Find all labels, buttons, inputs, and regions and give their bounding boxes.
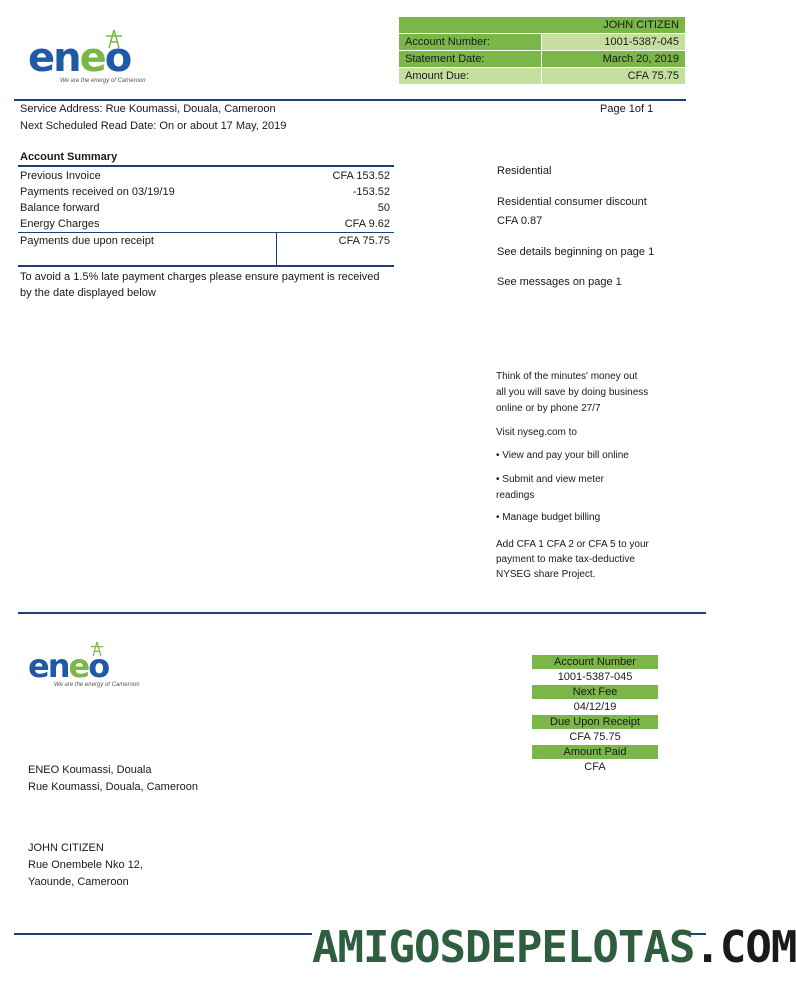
summary-row-value: 50 [377,202,390,214]
stub-account-label: Account Number [532,655,658,669]
watermark-main: AMIGOSDEPELOTAS [312,922,695,973]
promo-text: Add CFA 1 CFA 2 or CFA 5 to your [496,539,649,550]
account-header-table [398,16,686,85]
summary-row-value: CFA 153.52 [332,170,390,182]
promo-bullet: • View and pay your bill online [496,450,629,461]
logo-letter-e-green: e [68,647,89,685]
summary-row-value: CFA 9.62 [344,218,390,230]
summary-row [20,216,390,232]
stub-paid-value: CFA [584,761,606,773]
account-summary-title: Account Summary [20,151,118,163]
footer-divider [14,933,312,935]
summary-row-label: Balance forward [20,202,100,214]
company-address-line: Rue Koumassi, Douala, Cameroon [28,781,198,793]
promo-text: Think of the minutes' money out [496,371,638,382]
watermark-suffix: .COM [694,922,796,973]
stub-due-value: CFA 75.75 [569,731,621,743]
logo-letter-e: e [28,35,54,81]
logo-tagline: We are the energy of Cameroon [54,682,140,688]
account-summary [18,150,394,303]
side-info [497,163,697,290]
promo-block [496,369,706,582]
logo-letter-n: n [47,647,69,685]
promo-text: payment to make tax-deductive [496,554,635,565]
stub-fee-label: Next Fee [532,685,658,699]
account-number-value: 1001-5387-045 [542,34,686,51]
promo-visit: Visit nyseg.com to [496,427,577,438]
discount-label: Residential consumer discount [497,196,647,208]
summary-row [20,184,390,200]
customer-address-line: Yaounde, Cameroon [28,876,129,888]
watermark [312,920,796,976]
promo-bullet: • Manage budget billing [496,512,601,523]
logo-letter-o: o [104,35,131,81]
promo-text: online or by phone 27/7 [496,403,601,414]
promo-bullet: • Submit and view meter [496,474,604,485]
eneo-logo-top [28,28,158,88]
logo-letter-e-green: e [79,35,105,81]
logo-letter-e: e [28,647,48,685]
logo-letter-n: n [53,35,80,81]
stub-payment-box [532,655,658,775]
statement-date-label: Statement Date: [399,51,542,68]
page-number: Page 1of 1 [600,103,654,115]
account-number-label: Account Number: [399,34,542,51]
logo-letter-o: o [88,647,109,685]
promo-text: NYSEG share Project. [496,569,596,580]
header-divider [14,99,686,101]
summary-row-value: -153.52 [352,186,390,198]
customer-name: JOHN CITIZEN [399,17,686,34]
payments-due-value: CFA 75.75 [338,235,390,247]
summary-row-label: Payments received on 03/19/19 [20,186,175,198]
logo-tagline: We are the energy of Cameroon [60,78,146,84]
customer-address [28,840,143,891]
company-address [28,762,198,796]
residential-label: Residential [497,165,552,177]
summary-row [20,168,390,184]
summary-row-label: Energy Charges [20,218,100,230]
stub-due-label: Due Upon Receipt [532,715,658,729]
amount-due-label: Amount Due: [399,68,542,85]
service-address: Service Address: Rue Koumassi, Douala, Cameroon [20,103,276,115]
payments-due-label: Payments due upon receipt [18,233,277,265]
stub-paid-label: Amount Paid [532,745,658,759]
statement-date-value: March 20, 2019 [542,51,686,68]
stub-fee-value: 04/12/19 [573,701,617,713]
summary-row-label: Previous Invoice [20,170,101,182]
customer-address-line: Rue Onembele Nko 12, [28,859,143,871]
details-note: See details beginning on page 1 [497,246,655,258]
next-read-date: Next Scheduled Read Date: On or about 17 May, 2019 [20,120,287,132]
company-address-line: ENEO Koumassi, Douala [28,764,152,776]
amount-due-value: CFA 75.75 [542,68,686,85]
summary-row [20,200,390,216]
discount-value: CFA 0.87 [497,215,543,227]
late-payment-notice: To avoid a 1.5% late payment charges please ensure payment is received by the date displayed below [20,271,380,299]
promo-text: all you will save by doing business [496,387,649,398]
messages-note: See messages on page 1 [497,276,622,288]
promo-bullet: readings [496,490,535,501]
stub-divider [18,612,706,614]
stub-account-value: 1001-5387-045 [557,671,633,683]
customer-address-line: JOHN CITIZEN [28,842,104,854]
eneo-logo-stub [28,640,138,690]
payments-due-row [18,233,394,265]
